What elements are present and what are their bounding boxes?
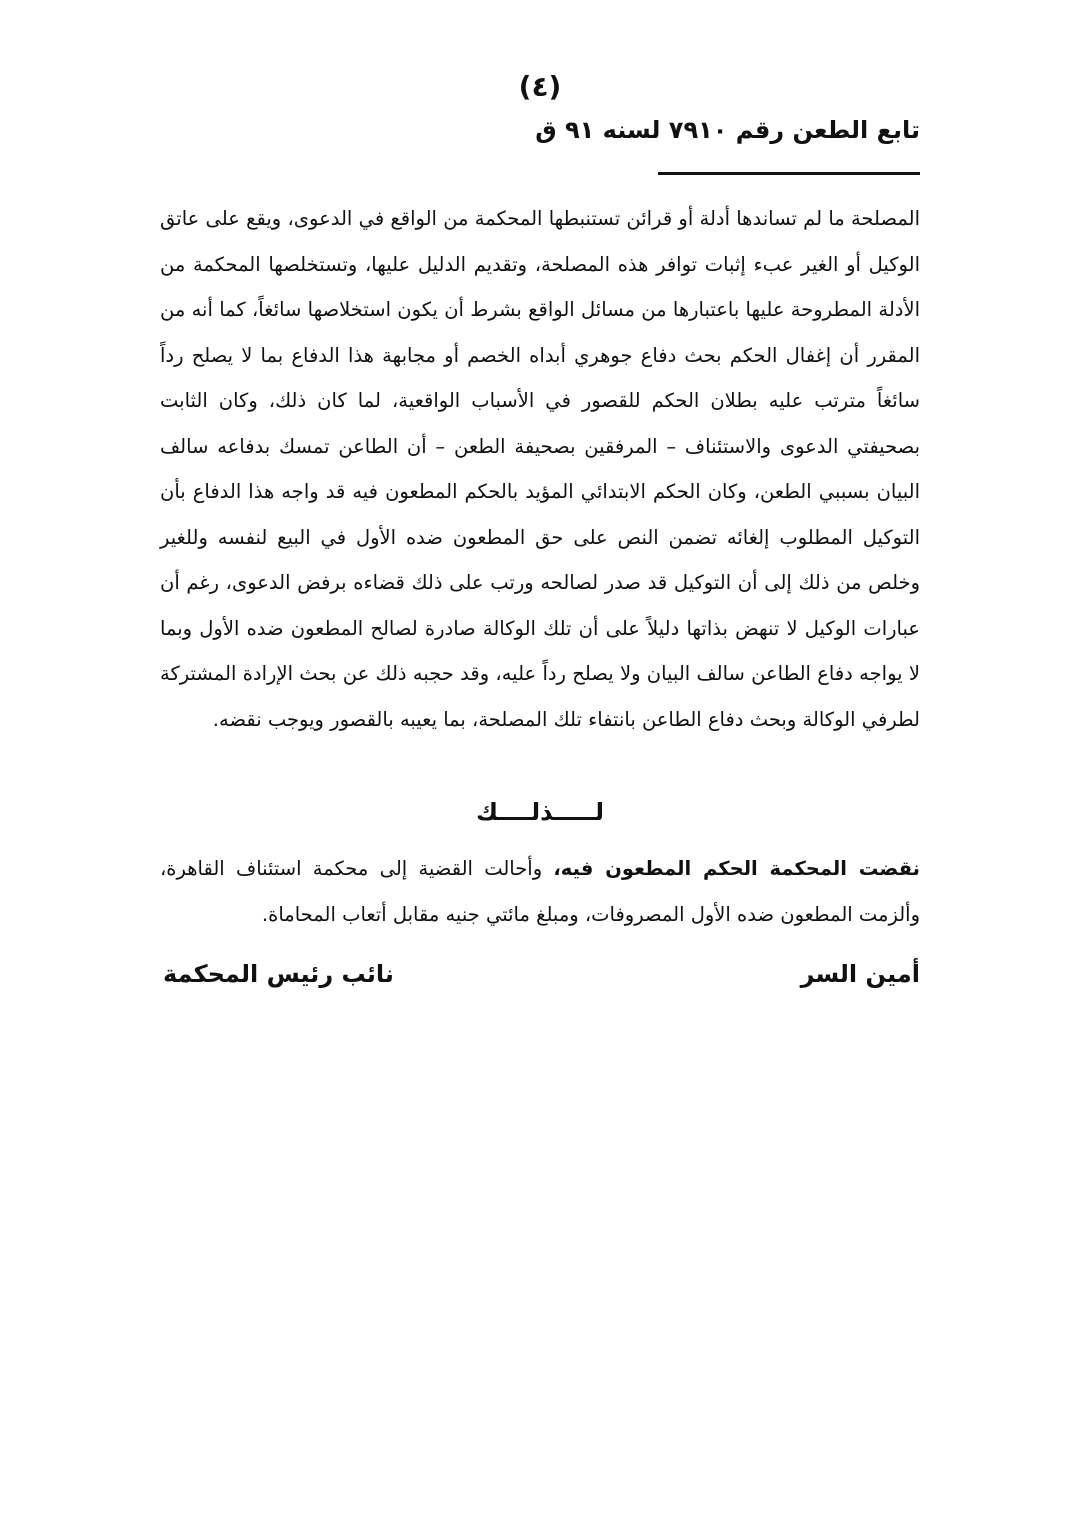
- header-divider: [658, 172, 920, 175]
- ruling-paragraph: [160, 846, 920, 938]
- secretary-signature-label: أمين السر: [800, 960, 920, 988]
- case-reference: تابع الطعن رقم ٧٩١٠ لسنه ٩١ ق: [535, 116, 920, 144]
- ruling-block: [160, 846, 920, 938]
- body-paragraph-block: [160, 196, 920, 742]
- ruling-text: وأحالت القضية إلى محكمة استئناف القاهرة، وألزمت المطعون ضده الأول المصروفات، ومبلغ مائتي جنيه مقابل أتعاب المحاماة.: [160, 857, 920, 926]
- body-paragraph: المصلحة ما لم تساندها أدلة أو قرائن تستنبطها المحكمة من الواقع في الدعوى، ويقع على عاتق الوكيل أو الغير عبء إثبات توافر هذه المصلحة، وتقديم الدليل عليها، وتستخلصها المحكمة من الأدلة المطروحة عليها باعتبارها من مسائل الواقع بشرط أن يكون استخلاصها سائغاً، كما أنه من المقرر أن إغفال الحكم بحث دفاع جوهري أبداه الخصم أو مجابهة هذا الدفاع بما لا يصلح رداً سائغاً مترتب عليه بطلان الحكم للقصور في الأسباب الواقعية، لما كان ذلك، وكان الثابت بصحيفتي الدعوى والاستئناف – المرفقين بصحيفة الطعن – أن الطاعن تمسك بدفاعه سالف البيان بسببي الطعن، وكان الحكم الابتدائي المؤيد بالحكم المطعون فيه قد واجه هذا الدفاع بأن التوكيل المطلوب إلغائه تضمن النص على حق المطعون ضده الأول في البيع لنفسه وللغير وخلص من ذلك إلى أن التوكيل قد صدر لصالحه ورتب على ذلك قضاءه برفض الدعوى، رغم أن عبارات الوكيل لا تنهض بذاتها دليلاً على أن تلك الوكالة صادرة لصالح المطعون ضده الأول وبما لا يواجه دفاع الطاعن سالف البيان ولا يصلح رداً عليه، وقد حجبه ذلك عن بحث الإرادة المشتركة لطرفي الوكالة وبحث دفاع الطاعن بانتفاء تلك المصلحة، بما يعيبه بالقصور ويوجب نقضه.: [160, 207, 920, 731]
- page-number: (٤): [518, 70, 562, 103]
- ruling-lead: نقضت المحكمة الحكم المطعون فيه،: [553, 857, 920, 880]
- section-heading: لـــــذلــــك: [475, 798, 605, 826]
- vice-president-signature-label: نائب رئيس المحكمة: [163, 960, 394, 988]
